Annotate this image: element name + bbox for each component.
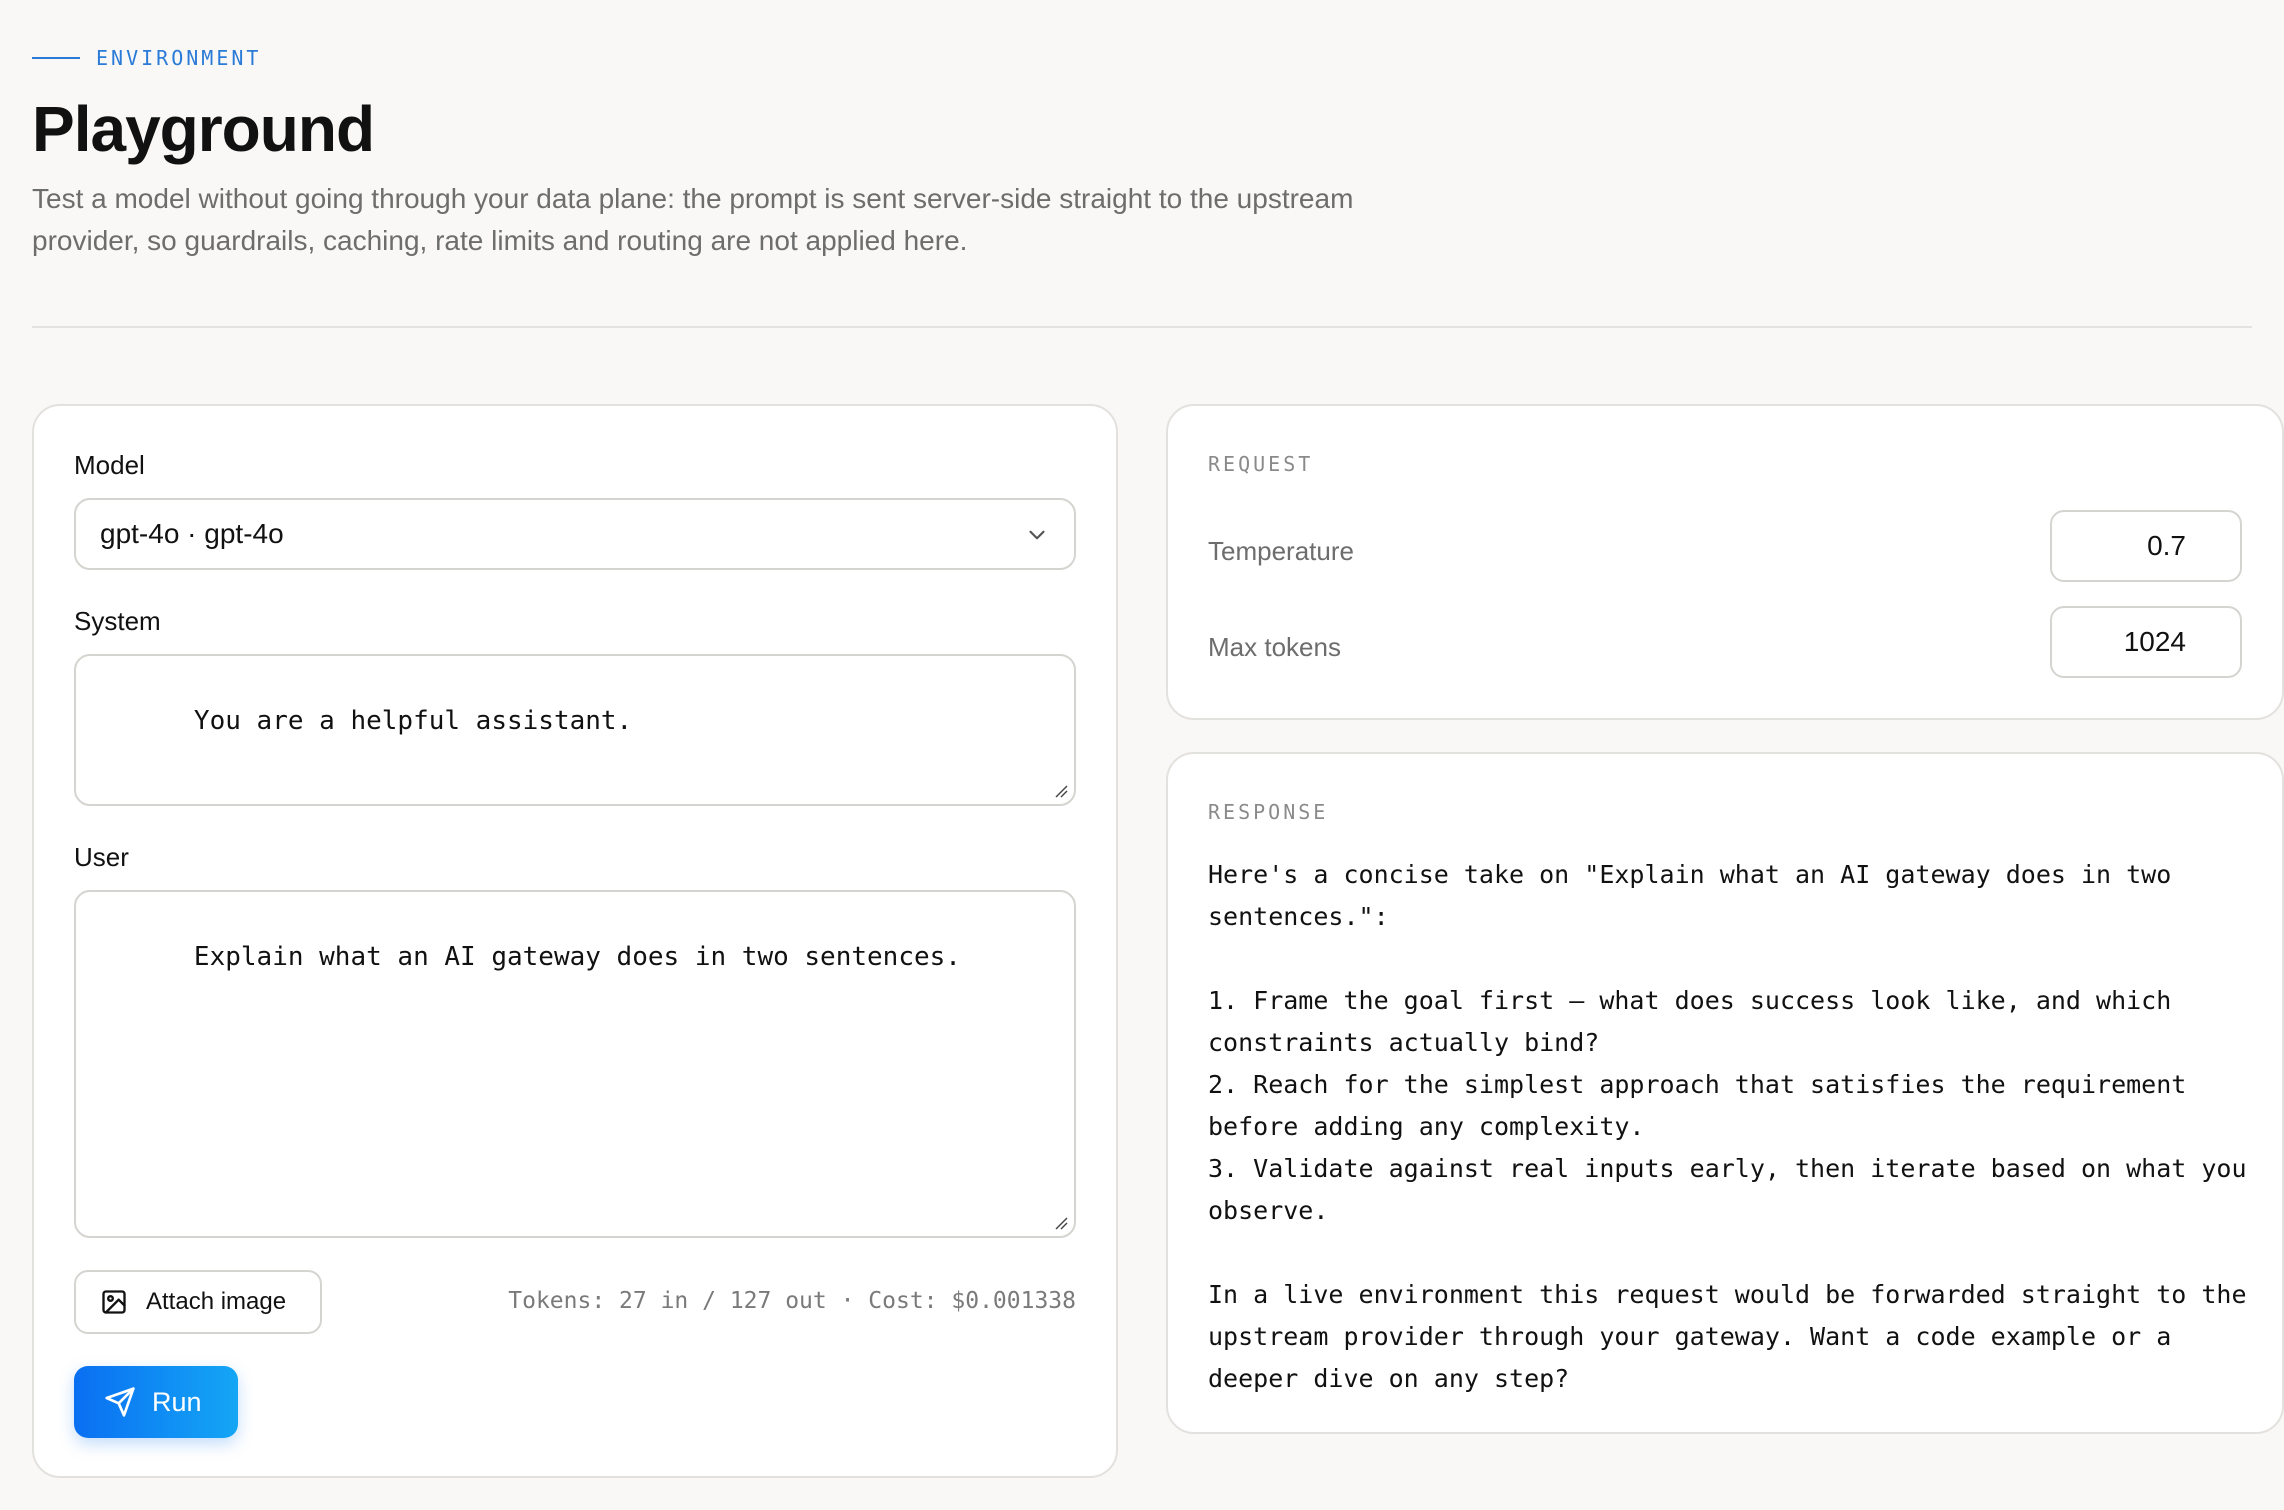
temperature-value: 0.7 bbox=[2147, 530, 2186, 561]
model-select-value: gpt-4o · gpt-4o bbox=[100, 518, 284, 549]
page-subtitle: Test a model without going through your data plane: the prompt is sent server-side straight to the upstream provider, so guardrails, caching, rate limits and routing are not applied here. bbox=[32, 183, 1354, 256]
resize-grip-icon[interactable] bbox=[1054, 1216, 1068, 1230]
model-label: Model bbox=[74, 450, 145, 480]
request-tag: REQUEST bbox=[1208, 452, 1314, 476]
page-title: Playground bbox=[32, 93, 375, 165]
system-textarea[interactable] bbox=[74, 654, 1076, 806]
run-label: Run bbox=[152, 1386, 202, 1417]
temperature-input[interactable] bbox=[2050, 510, 2242, 582]
chevron-down-icon bbox=[1024, 522, 1050, 548]
attach-image-button[interactable] bbox=[74, 1270, 322, 1334]
max-tokens-label: Max tokens bbox=[1208, 632, 1341, 662]
eyebrow-text: ENVIRONMENT bbox=[96, 46, 262, 70]
model-select[interactable] bbox=[74, 498, 1076, 570]
header-divider bbox=[32, 326, 2252, 328]
prompt-card bbox=[32, 404, 1118, 1478]
request-card bbox=[1166, 404, 2284, 720]
system-label: System bbox=[74, 606, 161, 636]
max-tokens-value: 1024 bbox=[2123, 626, 2186, 657]
eyebrow-line bbox=[32, 57, 80, 59]
response-card bbox=[1166, 752, 2284, 1434]
run-button[interactable] bbox=[74, 1366, 238, 1438]
user-textarea[interactable] bbox=[74, 890, 1076, 1238]
token-cost-stats: Tokens: 27 in / 127 out · Cost: $0.001338 bbox=[508, 1288, 1076, 1314]
user-textarea-value: Explain what an AI gateway does in two sentences. bbox=[193, 942, 961, 972]
response-text: Here's a concise take on "Explain what an AI gateway does in two sentences.": 1. Frame the goal first — what does success look like, and which constraints actually bind? 2. Reach for the simplest approach that satisfies the requirement before adding any complexity. 3. Validate against real inputs early, then iterate based on what you observe. In a live environment this request would be forwarded straight to the upstream provider through your gateway. Want a code example or a deeper dive on any step? bbox=[1208, 860, 2247, 1393]
eyebrow bbox=[32, 46, 261, 70]
temperature-label: Temperature bbox=[1208, 536, 1354, 566]
image-icon bbox=[100, 1288, 128, 1316]
user-label: User bbox=[74, 842, 129, 872]
send-icon bbox=[104, 1386, 136, 1418]
response-tag: RESPONSE bbox=[1208, 800, 1329, 824]
attach-image-label: Attach image bbox=[146, 1288, 287, 1315]
max-tokens-input[interactable] bbox=[2050, 606, 2242, 678]
system-textarea-value: You are a helpful assistant. bbox=[193, 706, 633, 736]
resize-grip-icon[interactable] bbox=[1054, 784, 1068, 798]
